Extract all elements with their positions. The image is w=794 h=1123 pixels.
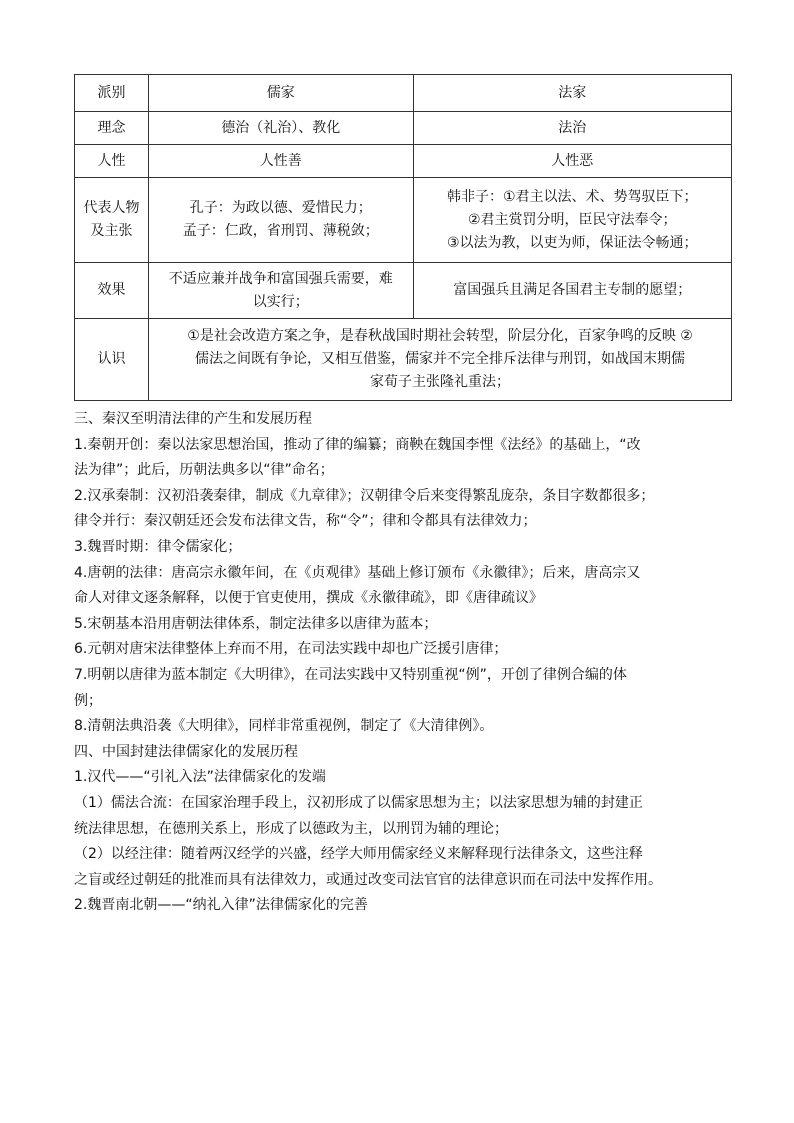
point-line: 之盲或经过朝廷的批准而具有法律效力，或通过改变司法官官的法律意识而在司法中发挥作用。 xyxy=(74,871,662,888)
point-line: （2）以经注律：随着两汉经学的兴盛，经学大师用儒家经义来解释现行法律条文，这些注释 xyxy=(74,846,643,863)
table-row xyxy=(75,263,732,319)
cell-line: ①是社会改造方案之争，是春秋战国时期社会转型，阶层分化，百家争鸣的反映 ② xyxy=(187,328,693,344)
fa-cell: 法治 xyxy=(413,112,732,145)
row-label: 理念 xyxy=(75,112,149,145)
cell-line: 不适应兼并战争和富国强兵需要，难 xyxy=(168,270,393,287)
row-label: 效果 xyxy=(75,263,149,319)
table-row xyxy=(75,178,732,263)
list-item-line: 例； xyxy=(74,692,102,709)
table-row xyxy=(75,319,732,401)
cell-line: 以实行； xyxy=(252,293,309,310)
list-item-line: 律令并行：秦汉朝廷还会发布法律文告，称“令”；律和令都具有法律效力； xyxy=(74,513,537,530)
list-item-line: 8.清朝法典沿袭《大明律》，同样非常重视例，制定了《大清律例》。 xyxy=(74,718,494,735)
row-label: 人性 xyxy=(75,145,149,178)
cell-line: 家荀子主张隆礼重法； xyxy=(370,374,511,390)
header-cell: 儒家 xyxy=(149,75,413,112)
cell-line: ②君主赏罚分明，臣民守法奉令； xyxy=(467,211,677,228)
header-cell: 派别 xyxy=(75,75,149,112)
list-item-line: 2.汉承秦制：汉初沿袭秦律，制成《九章律》；汉朝律令后来变得繁乱庞杂，条目字数都很多； xyxy=(74,487,655,504)
cell-line: 孟子：仁政，省刑罚、薄税敛； xyxy=(182,223,379,239)
fa-cell: 富国强兵且满足各国君主专制的愿望； xyxy=(413,263,732,319)
subsection-title: 2.魏晋南北朝——“纳礼入律”法律儒家化的完善 xyxy=(74,897,368,914)
cell-line: 儒法之间既有争论，又相互借鉴，儒家并不完全排斥法律与刑罚，如战国末期儒 xyxy=(195,351,686,367)
fa-cell xyxy=(413,178,732,263)
ru-cell: 德治（礼治）、教化 xyxy=(149,112,413,145)
row-label xyxy=(75,178,149,263)
header-cell: 法家 xyxy=(413,75,732,112)
list-item-line: 法为律”；此后，历朝法典多以“律”命名； xyxy=(74,462,334,479)
section-title: 三、秦汉至明清法律的产生和发展历程 xyxy=(74,411,312,427)
table-row xyxy=(75,112,732,145)
list-item-line: 命人对律文逐条解释，以便于官吏使用，撰成《永徽律疏》，即《唐律疏议》 xyxy=(74,590,543,607)
row-label-line: 及主张 xyxy=(90,223,133,239)
cell-line: ③以法为教，以吏为师，保证法令畅通； xyxy=(446,234,698,251)
comparison-table xyxy=(74,74,732,401)
list-item-line: 4.唐朝的法律：唐高宗永徽年间，在《贞观律》基础上修订颁布《永徽律》；后来，唐高宗又 xyxy=(74,564,641,581)
table-row xyxy=(75,145,732,178)
point-line: （1）儒法合流：在国家治理手段上，汉初形成了以儒家思想为主；以法家思想为辅的封建正 xyxy=(74,794,643,811)
ru-cell xyxy=(149,263,413,319)
ru-cell xyxy=(149,178,413,263)
list-item-line: 7.明朝以唐律为蓝本制定《大明律》，在司法实践中又特别重视“例”，开创了律例合编的体 xyxy=(74,666,627,683)
list-item-line: 6.元朝对唐宋法律整体上弃而不用，在司法实践中却也广泛援引唐律； xyxy=(74,641,508,658)
point-line: 统法律思想，在德刑关系上，形成了以德政为主，以刑罚为辅的理论； xyxy=(74,820,508,837)
list-item-line: 3.魏晋时期：律令儒家化； xyxy=(74,538,242,555)
subsection-title: 1.汉代——“引礼入法”法律儒家化的发端 xyxy=(74,769,326,786)
body-text xyxy=(74,407,732,919)
row-label-line: 代表人物 xyxy=(83,200,140,216)
table-header-row xyxy=(75,75,732,112)
list-item-line: 1.秦朝开创：秦以法家思想治国，推动了律的编纂；商鞅在魏国李悝《法经》的基础上，“改 xyxy=(74,436,641,453)
row-label: 认识 xyxy=(75,319,149,401)
section-title: 四、中国封建法律儒家化的发展历程 xyxy=(74,743,298,760)
fa-cell: 人性恶 xyxy=(413,145,732,178)
document-page xyxy=(74,74,732,919)
list-item-line: 5.宋朝基本沿用唐朝法律体系，制定法律多以唐律为蓝本； xyxy=(74,615,438,632)
merged-cell xyxy=(149,319,732,401)
ru-cell: 人性善 xyxy=(149,145,413,178)
cell-line: 韩非子：①君主以法、术、势驾驭臣下； xyxy=(446,188,698,205)
cell-line: 孔子：为政以德、爱惜民力； xyxy=(189,200,372,216)
